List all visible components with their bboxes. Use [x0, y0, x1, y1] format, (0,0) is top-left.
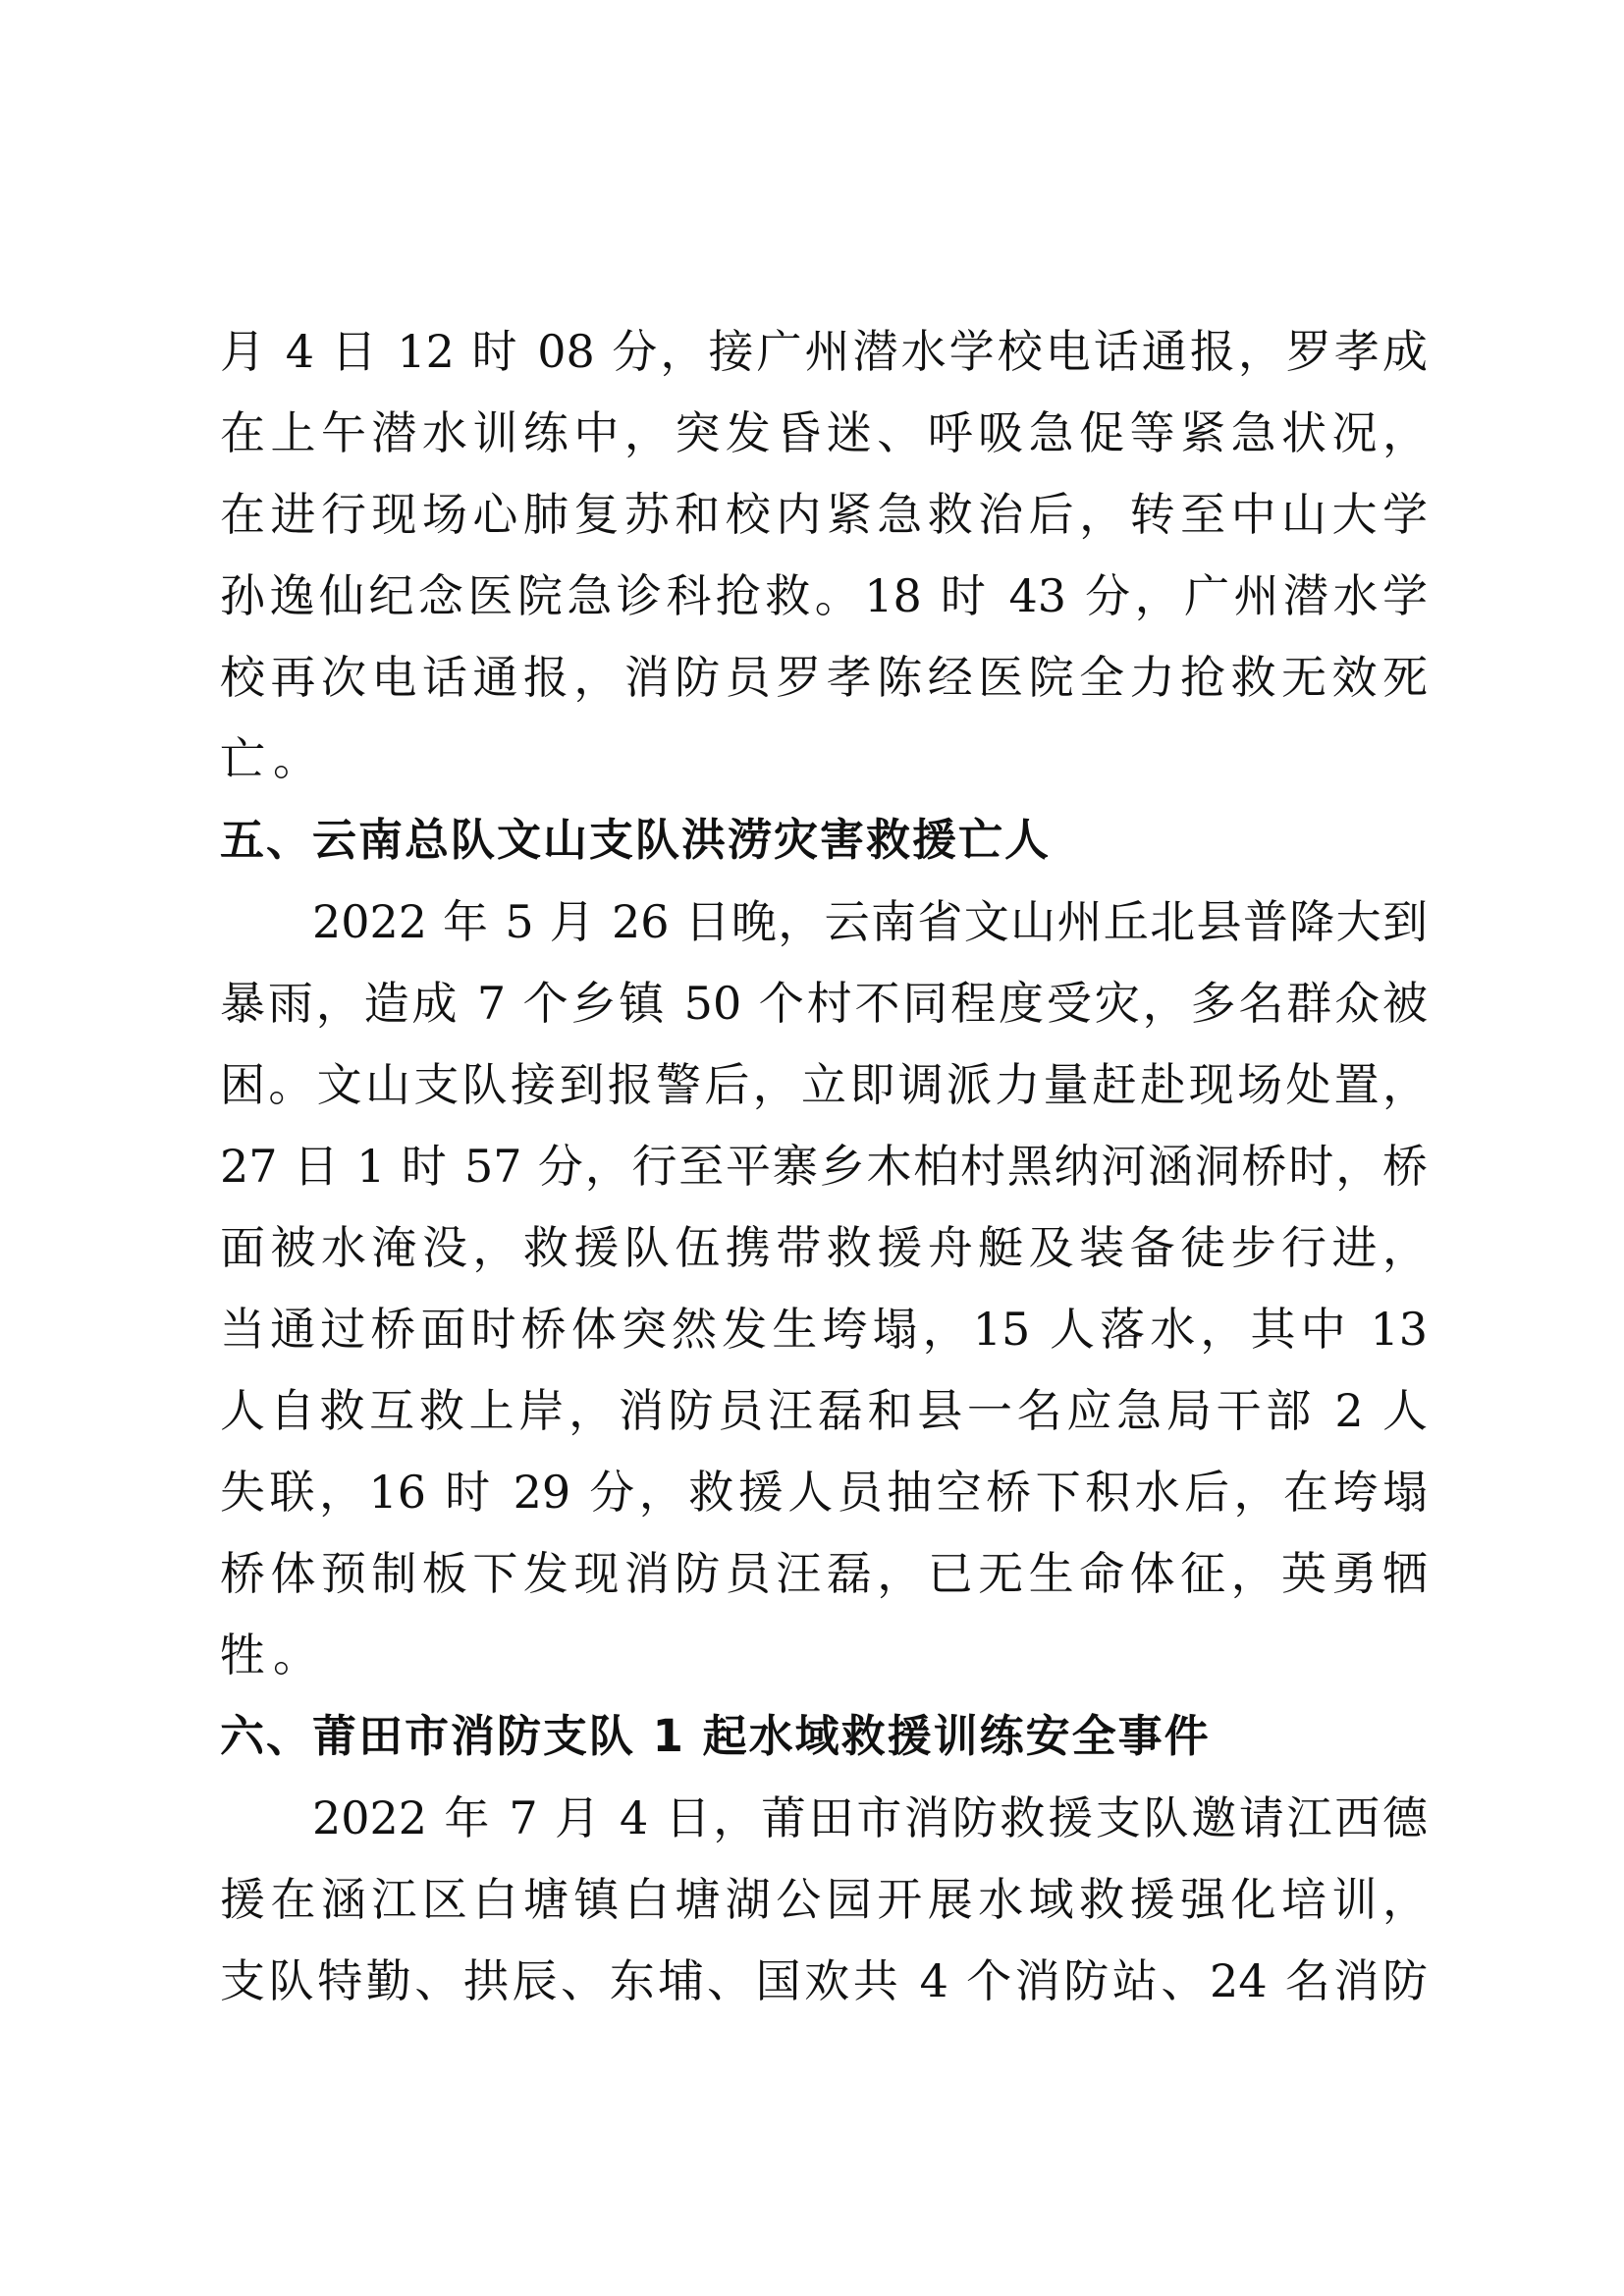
section-heading: 五、云南总队文山支队洪涝灾害救援亡人 [220, 814, 1052, 866]
body-text-line: 失联，16 时 29 分，救援人员抽空桥下积水后，在垮塌 [220, 1466, 1428, 1519]
body-text-line: 孙逸仙纪念医院急诊科抢救。18 时 43 分，广州潜水学 [220, 569, 1428, 622]
body-text-line: 桥体预制板下发现消防员汪磊，已无生命体征，英勇牺 [220, 1547, 1428, 1600]
body-text-line: 支队特勤、拱辰、东埔、国欢共 4 个消防站、24 名消防 [220, 1954, 1428, 2007]
body-text-line: 暴雨，造成 7 个乡镇 50 个村不同程度受灾，多名群众被 [220, 977, 1428, 1030]
body-text-line: 在进行现场心肺复苏和校内紧急救治后，转至中山大学 [220, 488, 1428, 541]
body-text-line: 27 日 1 时 57 分，行至平寨乡木柏村黑纳河涵洞桥时，桥 [220, 1140, 1428, 1193]
body-text-line: 2022 年 7 月 4 日，莆田市消防救援支队邀请江西德 [312, 1791, 1428, 1844]
body-text-line: 援在涵江区白塘镇白塘湖公园开展水域救援强化培训， [220, 1873, 1428, 1926]
body-text-line: 牲。 [220, 1629, 326, 1682]
body-text-line: 面被水淹没，救援队伍携带救援舟艇及装备徒步行进， [220, 1221, 1428, 1274]
body-text-line: 月 4 日 12 时 08 分，接广州潜水学校电话通报，罗孝成 [220, 325, 1428, 378]
body-text-line: 校再次电话通报，消防员罗孝陈经医院全力抢救无效死 [220, 651, 1428, 704]
body-text-line: 人自救互救上岸，消防员汪磊和县一名应急局干部 2 人 [220, 1384, 1428, 1437]
body-text-line: 当通过桥面时桥体突然发生垮塌，15 人落水，其中 13 [220, 1303, 1428, 1356]
body-text-line: 在上午潜水训练中，突发昏迷、呼吸急促等紧急状况， [220, 406, 1428, 459]
section-heading: 六、莆田市消防支队 1 起水域救援训练安全事件 [220, 1710, 1211, 1762]
body-text-line: 2022 年 5 月 26 日晚，云南省文山州丘北县普降大到 [312, 895, 1428, 948]
body-text-line: 亡。 [220, 732, 326, 785]
body-text-line: 困。文山支队接到报警后，立即调派力量赶赴现场处置， [220, 1058, 1428, 1111]
